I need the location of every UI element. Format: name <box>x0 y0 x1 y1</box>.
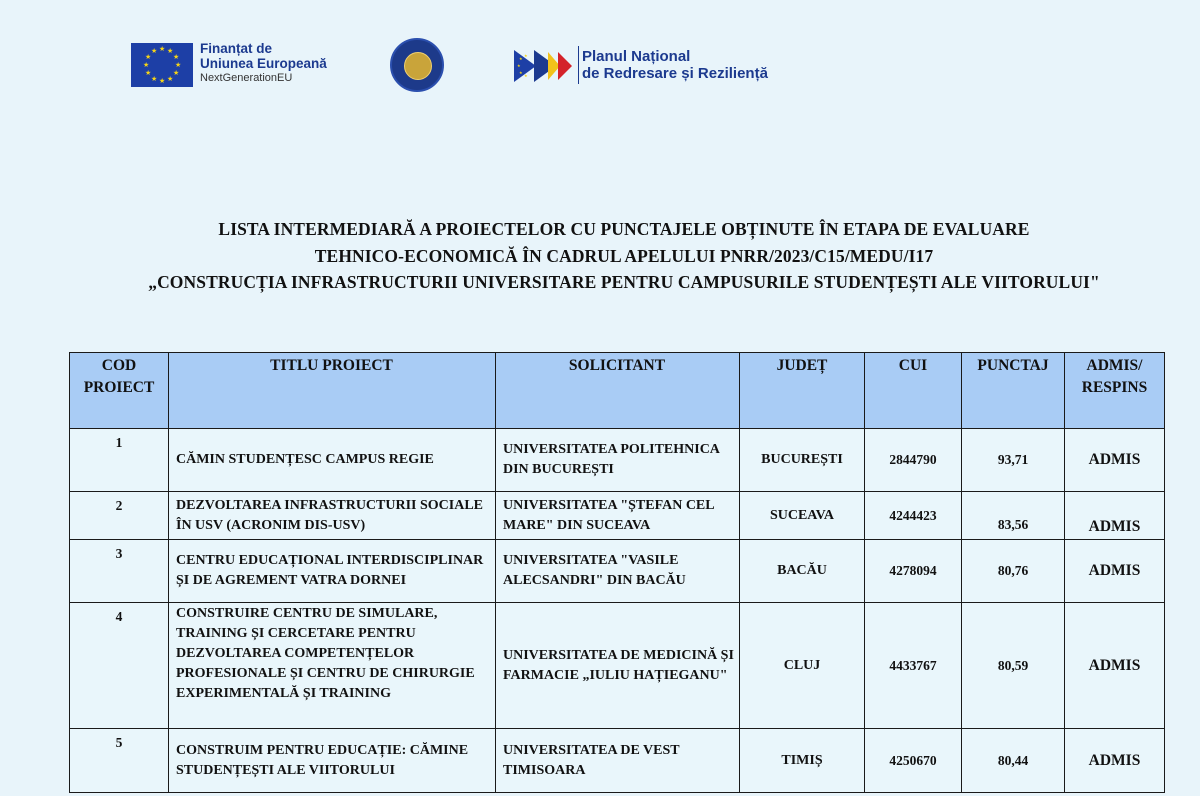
header-punctaj: PUNCTAJ <box>962 353 1065 429</box>
title-line2: TEHNICO-ECONOMICĂ ÎN CADRUL APELULUI PNRR/2023/C15/MEDU/I17 <box>314 245 934 266</box>
cell-cod: 2 <box>70 492 169 540</box>
eu-line2: Uniunea Europeană <box>200 56 327 71</box>
cell-judet: SUCEAVA <box>740 492 865 540</box>
cell-cod: 3 <box>70 540 169 603</box>
header-admis-respins <box>1065 353 1165 429</box>
title-line3: „CONSTRUCȚIA INFRASTRUCTURII UNIVERSITARE PENTRU CAMPUSURILE STUDENȚEȘTI ALE VIITORULUI" <box>148 272 1100 292</box>
cell-cod: 1 <box>70 429 169 492</box>
cell-status: ADMIS <box>1065 729 1165 793</box>
svg-text:★: ★ <box>519 70 523 75</box>
svg-text:★: ★ <box>519 56 523 61</box>
cell-judet: CLUJ <box>740 603 865 729</box>
header-cui: CUI <box>865 353 962 429</box>
cell-cod: 4 <box>70 603 169 729</box>
cell-status: ADMIS <box>1065 540 1165 603</box>
cell-solicitant: UNIVERSITATEA "VASILE ALECSANDRI" DIN BACĂU <box>496 540 740 603</box>
cell-titlu: CONSTRUIRE CENTRU DE SIMULARE, TRAINING ȘI CERCETARE PENTRU DEZVOLTAREA COMPETENȚELOR PROFESIONALE ȘI CENTRU DE CHIRURGIE EXPERIMENTALĂ ȘI TRAINING <box>169 603 496 729</box>
table-header-row <box>70 353 1165 429</box>
header-cod <box>70 353 169 429</box>
pnrr-divider <box>578 46 579 84</box>
cell-cui: 4250670 <box>865 729 962 793</box>
cell-cui: 2844790 <box>865 429 962 492</box>
cell-status: ADMIS <box>1065 429 1165 492</box>
cell-punctaj: 83,56 <box>962 492 1065 540</box>
table-row <box>70 729 1165 793</box>
cell-status: ADMIS <box>1065 492 1165 540</box>
svg-text:★: ★ <box>524 53 528 58</box>
cell-judet: TIMIȘ <box>740 729 865 793</box>
cell-punctaj: 80,76 <box>962 540 1065 603</box>
cell-status: ADMIS <box>1065 603 1165 729</box>
title-line1: LISTA INTERMEDIARĂ A PROIECTELOR CU PUNCTAJELE OBȚINUTE ÎN ETAPA DE EVALUARE <box>218 219 1030 239</box>
svg-text:★: ★ <box>517 63 521 68</box>
cell-cui: 4244423 <box>865 492 962 540</box>
document-title <box>0 216 1200 296</box>
table-row <box>70 492 1165 540</box>
eu-line1: Finanțat de <box>200 41 273 56</box>
cell-punctaj: 93,71 <box>962 429 1065 492</box>
cell-titlu: CONSTRUIM PENTRU EDUCAȚIE: CĂMINE STUDENȚEȘTI ALE VIITORULUI <box>169 729 496 793</box>
romanian-government-seal-icon <box>390 38 444 92</box>
header-judet: JUDEȚ <box>740 353 865 429</box>
pnrr-label <box>582 48 768 82</box>
cell-cui: 4278094 <box>865 540 962 603</box>
cell-solicitant: UNIVERSITATEA DE VEST TIMISOARA <box>496 729 740 793</box>
table-row <box>70 540 1165 603</box>
pnrr-line1: Planul Național <box>582 48 691 65</box>
header-cod-line1: COD <box>101 357 137 374</box>
projects-table <box>69 352 1165 793</box>
table-row <box>70 603 1165 729</box>
header-solicitant: SOLICITANT <box>496 353 740 429</box>
header-titlu: TITLU PROIECT <box>169 353 496 429</box>
cell-titlu: CENTRU EDUCAȚIONAL INTERDISCIPLINAR ȘI DE AGREMENT VATRA DORNEI <box>169 540 496 603</box>
eu-line3: NextGenerationEU <box>200 72 293 84</box>
cell-punctaj: 80,44 <box>962 729 1065 793</box>
pnrr-line2: de Redresare și Reziliență <box>582 65 768 82</box>
cell-solicitant: UNIVERSITATEA POLITEHNICA DIN BUCUREȘTI <box>496 429 740 492</box>
cell-judet: BUCUREȘTI <box>740 429 865 492</box>
logo-strip <box>0 38 1200 98</box>
cell-judet: BACĂU <box>740 540 865 603</box>
eu-funding-label <box>200 41 327 86</box>
header-admis-line1: ADMIS/ <box>1086 357 1143 374</box>
cell-titlu: DEZVOLTAREA INFRASTRUCTURII SOCIALE ÎN USV (ACRONIM DIS-USV) <box>169 492 496 540</box>
table-row <box>70 429 1165 492</box>
header-admis-line2: RESPINS <box>1081 379 1148 396</box>
cell-cui: 4433767 <box>865 603 962 729</box>
cell-solicitant: UNIVERSITATEA DE MEDICINĂ ȘI FARMACIE „IULIU HAȚIEGANU" <box>496 603 740 729</box>
cell-cod: 5 <box>70 729 169 793</box>
cell-punctaj: 80,59 <box>962 603 1065 729</box>
cell-solicitant: UNIVERSITATEA "ȘTEFAN CEL MARE" DIN SUCEAVA <box>496 492 740 540</box>
svg-text:★: ★ <box>524 73 528 78</box>
pnrr-logo-icon <box>514 48 578 84</box>
eu-flag-icon: ★ ★ ★ ★ ★ ★ ★ ★ ★ ★ ★ ★ <box>131 43 193 87</box>
header-cod-line2: PROIECT <box>83 379 155 396</box>
cell-titlu: CĂMIN STUDENȚESC CAMPUS REGIE <box>169 429 496 492</box>
